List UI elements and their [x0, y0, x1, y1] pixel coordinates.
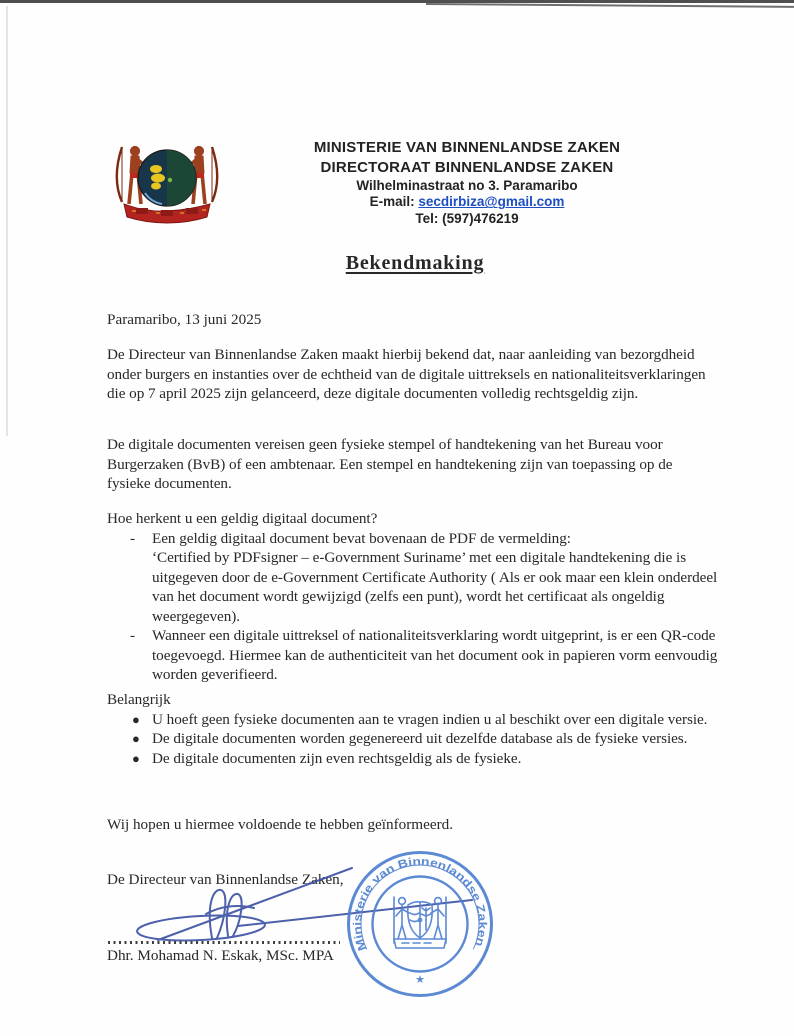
question-line: Hoe herkent u een geldig digitaal document?	[107, 510, 378, 527]
dash-marker: -	[130, 529, 136, 547]
signature-dotted-line	[108, 941, 340, 944]
important-section	[107, 690, 731, 768]
bullet-text: De digitale documenten worden gegenereerd uit dezelfde database als de fysieke versies.	[152, 730, 688, 747]
ministry-stamp	[344, 845, 496, 1003]
bullet-marker: ●	[132, 750, 140, 766]
important-heading: Belangrijk	[107, 691, 171, 708]
document-title: Bekendmaking	[345, 252, 485, 274]
dash-item-text: Wanneer een digitale uittreksel of nationaliteitsverklaring wordt uitgeprint, is er een QR-code toegevoegd. Hiermee kan de authenticiteit van het document ook in papieren vorm eenvoudig worden geverifieerd.	[152, 627, 718, 683]
valid-document-section	[107, 509, 727, 685]
bullet-list-item	[107, 710, 731, 730]
paragraph-stamp-info: De digitale documenten vereisen geen fysieke stempel of handtekening van het Bureau voor Burgerzaken (BvB) of een ambtenaar. Een stempel en handtekening zijn van toepassing op de fysieke documenten.	[107, 436, 673, 492]
date-line: Paramaribo, 13 juni 2025	[107, 311, 262, 328]
svg-text:Ministerie van Binnenlandse Za	[352, 856, 488, 952]
scan-edge-left-artifact	[6, 6, 8, 436]
stamp-star-icon: ★	[415, 974, 425, 986]
bullet-list-item	[107, 729, 731, 749]
tel-line: Tel: (597)476219	[415, 210, 519, 226]
stamp-text: Ministerie van Binnenlandse Zaken	[351, 855, 489, 953]
bullet-marker: ●	[132, 711, 140, 727]
letterhead	[297, 138, 637, 227]
scan-edge-top-artifact	[0, 0, 794, 3]
signatory-name: Dhr. Mohamad N. Eskak, MSc. MPA	[107, 947, 334, 964]
bullet-text: U hoeft geen fysieke documenten aan te vragen indien u al beschikt over een digitale versie.	[152, 710, 708, 728]
closing-line: Wij hopen u hiermee voldoende te hebben geïnformeerd.	[107, 816, 454, 833]
salutation-line: De Directeur van Binnenlandse Zaken,	[107, 871, 344, 888]
dash-item-text: Een geldig digitaal document bevat bovenaan de PDF de vermelding: ‘Certified by PDFsigner – e-Government Suriname’ met een digitale handtekening die is uitgegeven door de e-Government Certificate Authority ( Als er ook maar een klein onderdeel van het document wordt gewijzigd (zelfs een punt), wordt het certificaat als ongeldig weergegeven).	[152, 529, 718, 625]
dash-list-item	[107, 529, 727, 627]
bullet-text: De digitale documenten zijn even rechtsgeldig als de fysieke.	[152, 749, 522, 767]
dash-list-item	[107, 626, 727, 685]
address-line: Wilhelminastraat no 3. Paramaribo	[356, 178, 578, 193]
email-link[interactable]: secdirbiza@gmail.com	[418, 194, 565, 210]
email-label: E-mail:	[369, 194, 415, 210]
ministry-name: MINISTERIE VAN BINNENLANDSE ZAKEN	[313, 139, 621, 156]
bullet-marker: ●	[132, 731, 140, 746]
email-line	[297, 194, 637, 210]
paragraph-announcement: De Directeur van Binnenlandse Zaken maakt hierbij bekend dat, naar aanleiding van bezorgdheid onder burgers en instanties over de echtheid van de digitale uittreksels en nationaliteitsverklaringen die op 7 april 2025 zijn gelanceerd, deze digitale documenten volledig rechtsgeldig zijn.	[107, 346, 706, 402]
directorate-name: DIRECTORAAT BINNENLANDSE ZAKEN	[320, 159, 614, 176]
bullet-list-item	[107, 749, 731, 769]
dash-marker: -	[130, 627, 136, 644]
scan-edge-top-artifact-2	[426, 3, 794, 8]
suriname-coat-of-arms-logo	[112, 138, 222, 230]
